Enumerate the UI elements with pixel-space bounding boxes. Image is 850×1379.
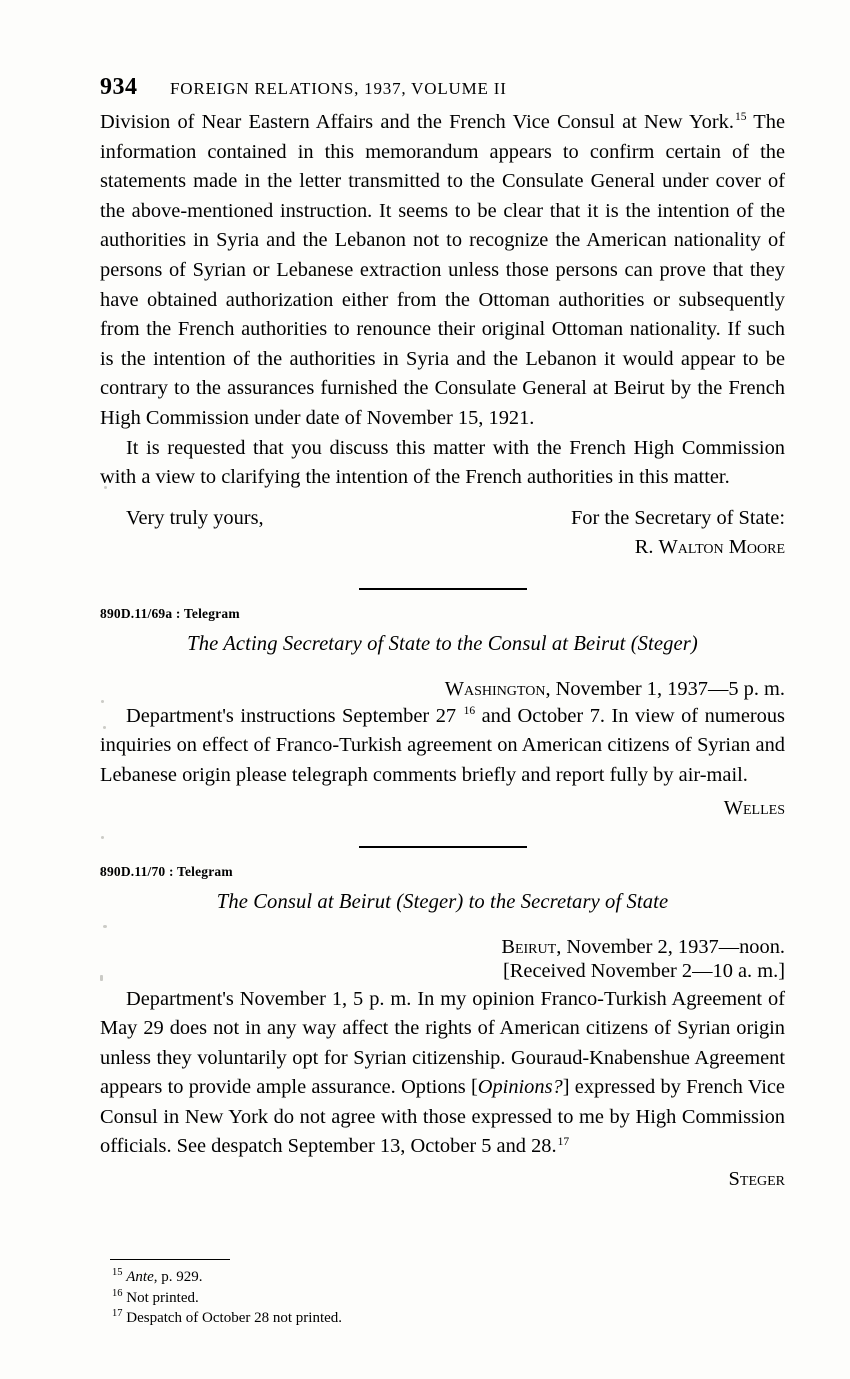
doc1-paragraph-2 [100,434,785,493]
doc3-dateline [100,936,785,959]
doc3-dateline-place: Beirut [501,935,557,958]
doc1-signature-line1: For the Secretary of State: [570,506,785,529]
running-head [100,74,785,108]
doc3-body [100,985,785,1163]
doc1-para1-text: Division of Near Eastern Affairs and the French Vice Consul at New York. [100,111,734,133]
doc3-body-prefix: Department's November 1, 5 p. m. In my opinion Franco-Turkish Agreement of May 29 does not in any way affect the rights of American citizens of Syrian origin unless they voluntarily opt for Syrian citizenship. Gouraud-Knabenshue Agreement appears to provide ample assurance. Options [ [100,987,785,1099]
doc3-body-bracket-italic: Opinions? [477,1076,563,1099]
doc1-signature-block [100,504,785,562]
footnote-17-marker: 17 [112,1308,123,1319]
doc1-para3-text: It is requested that you discuss this matter with the French High Commission with a view to clarifying the intention of the French authorities in this matter. [100,436,785,489]
doc2-body-rest: and October 7. In view of numerous inquiries on effect of Franco-Turkish agreement on American citizens of Syrian and Lebanese origin please telegraph comments briefly and report fully by air-mail. [100,704,785,786]
doc2-signature: Welles [723,796,785,819]
doc1-body [100,108,785,493]
doc3-signature: Steger [728,1168,785,1191]
footnote-area [100,1259,520,1329]
doc1-para2-text: The information contained in this memorandum appears to confirm certain of the statements made in the letter transmitted to the Consulate General under cover of the above-mentioned instruction. It seems to be clear that it is the intention of the authorities in Syria and the Lebanon not to recognize the American nationality of persons of Syrian or Lebanese extraction unless those persons can prove that they have obtained authorization either from the Ottoman authorities or subsequently from the French authorities to renounce their original Ottoman nationality. If such is the intention of the authorities in Syria and the Lebanon it would appear to be contrary to the assurances furnished the Consulate General at Beirut by the French High Commission under date of November 15, 1921. [100,111,785,429]
doc2-dateline-place: Washington [444,677,546,700]
page-number: 934 [100,74,138,100]
doc3-body-mid: ] expressed by French Vice Consul in New York do not agree with those expressed to me by High Commission officials. See despatch September 13, October 5 and 28. [100,1076,785,1158]
doc1-signature-line2 [571,533,785,562]
doc2-title: The Acting Secretary of State to the Consul at Beirut (Steger) [187,632,698,655]
footnote-15-marker: 15 [112,1267,123,1278]
doc2-signature-block [100,797,785,820]
document-divider-2 [359,846,527,848]
doc1-closing: Very truly yours, [126,506,264,529]
doc2-file-number: 890D.11/69a : Telegram [100,605,240,621]
footnote-rule [110,1259,230,1260]
footnote-15 [100,1267,520,1288]
footnote-17-text: Despatch of October 28 not printed. [126,1310,343,1326]
doc1-signer-name: Walton Moore [658,535,785,558]
doc2-paragraph-1 [100,702,785,791]
doc3-file-number: 890D.11/70 : Telegram [100,863,233,879]
footnote-ref-16[interactable]: 16 [463,704,476,717]
footnote-15-italic: Ante [126,1269,154,1285]
page-content [100,74,785,1191]
running-title: FOREIGN RELATIONS, 1937, VOLUME II [170,79,507,98]
doc3-signature-block [100,1168,785,1191]
doc2-dateline-rest: , November 1, 1937—5 p. m. [545,677,785,700]
doc1-signer-initial: R. [634,535,659,558]
doc3-received-line: [Received November 2—10 a. m.] [503,959,785,982]
doc3-title: The Consul at Beirut (Steger) to the Secretary of State [216,890,669,913]
footnote-15-text: , p. 929. [153,1269,203,1285]
footnote-ref-17[interactable]: 17 [557,1135,570,1148]
doc2-body-prefix: Department's instructions September 27 [126,704,463,727]
footnote-17 [100,1308,520,1329]
doc2-body [100,702,785,791]
footnote-ref-15[interactable]: 15 [734,111,747,124]
doc1-paragraph-1 [100,108,785,434]
doc3-dateline-rest: , November 2, 1937—noon. [556,935,785,958]
footnote-16 [100,1288,520,1309]
doc3-paragraph-1 [100,985,785,1163]
doc2-dateline [100,678,785,701]
footnote-16-marker: 16 [112,1287,123,1299]
footnote-16-text: Not printed. [126,1289,199,1306]
doc1-signature [571,504,785,562]
document-divider-1 [359,588,527,590]
